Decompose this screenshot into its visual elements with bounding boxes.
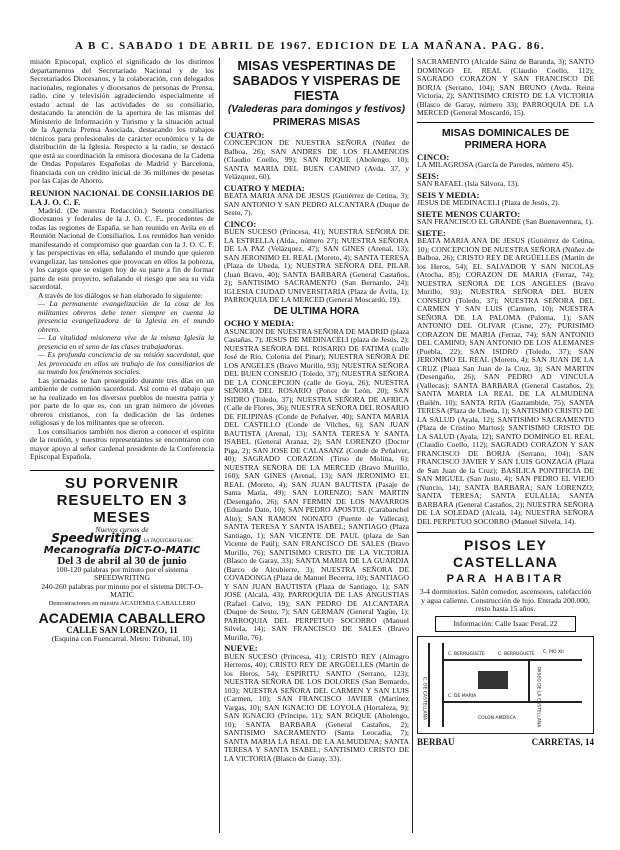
- divider: [417, 122, 594, 123]
- column-divider: [412, 58, 413, 833]
- subheading: PRIMERAS MISAS: [272, 117, 361, 128]
- map-label: PASEO DE LA CASTELLANA: [535, 667, 541, 728]
- bullet-item: — La permanente evangelización de la cosa de los militantes obreros debe tener siempre en cuenta la presencia evangelizadora de la Iglesia en el mundo obrero.: [38, 299, 214, 334]
- article-paragraph: Los consiliarios también nos dieron a conocer el espíritu de la reunión, y nuestros representantes se encontraron con mayor apoyo al señor cardenal presidente de la Conferencia Episcopal Española.: [30, 426, 214, 462]
- academy-name: ACADEMIA CABALLERO: [38, 610, 206, 627]
- bullet-item: — Es profunda conciencia de su misión sacerdotal, que les provocado en ellos un trabajo de los consiliarios de su mundo los fenómenos sociales.: [38, 350, 214, 377]
- advertisement-academy: [30, 475, 214, 644]
- map-label: C. BERRUGUETE: [498, 652, 535, 657]
- ad-text: 3-4 dormitorios. Salón comedor, ascensores, calefacción y agua caliente. Construcción de lujo. Entrada 200.000, resto hasta 15 años.: [419, 587, 592, 613]
- map-label: C. PIO XII: [543, 650, 564, 655]
- ad-info: Información: Calle Isaac Peral, 22: [453, 618, 558, 628]
- divider: [417, 532, 594, 533]
- article-heading: REUNION NACIONAL DE CONSILIARIOS DE LA J. O. C. F.: [30, 187, 214, 207]
- header-text: A B C. SABADO 1 DE ABRIL DE 1967. EDICION DE LA MAÑANA. PAG. 86.: [74, 40, 546, 52]
- article-paragraph: A través de los diálogos se han elaborado lo siguiente:: [38, 290, 203, 300]
- column-middle: [224, 58, 409, 763]
- ad-text: 240-260 palabras por minuto por el sistema DICT-O-MATIC: [41, 581, 203, 600]
- ad-title: PISOS LEY CASTELLANA: [453, 537, 558, 570]
- ad-footer: [417, 738, 594, 747]
- divider: [30, 470, 214, 471]
- ad-dates: Del 3 de abril al 30 de junio: [57, 555, 187, 568]
- brand-speedwriting: Speedwriting: [51, 531, 142, 546]
- ad-footer-right: CARRETAS, 14: [531, 737, 594, 747]
- church-list: JESUS DE MEDINACELI (Plaza de Jesús, 2).: [417, 198, 560, 207]
- page-header: [0, 0, 620, 54]
- map-label: C. BERRUGUETE: [448, 652, 485, 657]
- ad-info-box: [435, 616, 576, 633]
- time-label: SIETE MENOS CUARTO:: [417, 208, 521, 219]
- church-list: ASUNCION DE NUESTRA SEÑORA DE MADRID (plaza Castañas, 7); JESUS DE MEDINACELI (plaza de Jesús, 2); NUESTRA SEÑORA DEL ROSARIO DE FATIMA (calle José de Río, Colonia del Pinar); NUESTRA SEÑORA DE LOS ANGELES (Bravo Murillo, 93); NUESTRA SEÑORA DEL BUEN CONSEJO (Toledo, 37); NUESTRA SEÑORA DE LA CONCEPCION (calle de Goya, 26); NUESTRA SEÑORA DEL ROSARIO (Ponce de León, 20); SAN ISIDRO (Toledo, 37); NUESTRA SEÑORA DE AFRICA (Calle de Flores, 36); NUESTRA SEÑORA DEL ROSARIO DE FILIPINAS (Conde de Peñalver, 40); SANTA MARIA DEL CASTILLO (Conde de Vilches, 6); SAN JUAN BAUTISTA (Arenal, 13); SANTA TERESA Y SANTA ISABEL (General Aranaz, 2); SAN LORENZO (Doctor Piga, 2); SAN JOSE DE CALASANZ (Conde de Peñalver, 40); SAGRADO CORAZON (Tirso de Molina, 6); NUESTRA SEÑORA DE LA MERCED (Bravo Murillo, 160); SAN GINES (Arenal, 13); SAN JERONIMO EL REAL (Moreto, 4); SAN JUAN BAUTISTA (Pasaje de Santa María, 49); SAN LORENZO; SAN MARTIN (Desengaño, 26); SAN FERMIN DE LOS NAVARROS (Eduardo Dato, 10); SAN PEDRO APOSTOL (Carabanchel Alto); SAN RAMON NONATO (Puente de Vallecas); SANTA TERESA Y SANTA ISABEL; SANTIAGO (Plaza Santiago, 1); SAN VICENTE DE PAUL (plaza de San Vicente de Paúl); SAN FRANCISCO DE SALES (Bravo Murillo, 76); SANTISIMO CRISTO DE LA VICTORIA (Blasco de Garay, 33); SANTA MARIA DE LA GUARDIA (Barco de Alcubierre, 3); NUESTRA SEÑORA DE COVADONGA (Plaza de Manuel Becerra, 10); SANTIAGO Y SAN JUAN BAUTISTA (Plaza de Santiago, 1); SAN JOSE (Alcalá, 43); PARROQUIA DE LAS ANGUSTIAS (Rafael Calvo, 19); SAN PEDRO DE ALCANTARA (Duque de Sesto, 7); SAN GERMAN (General Yagüe, 1); PARROQUIA DEL PERPETUO SOCORRO (Manuel Silvela, 14); SAN FRANCISCO DE SALES (Bravo Murillo, 76).: [224, 326, 409, 642]
- article-paragraph: Las jornadas se han proseguido durante tres días en un ambiente de comunión sacerdotal. Así como el trabajo que se ha realizado en los diversos pueblos de nuestra patria y por parte de lo que es, con un gran número de jóvenes obreros cristianos, con la dedicación de las órdenes religiosas y de los militantes que se ofrecen.: [30, 375, 214, 428]
- map-street: [528, 659, 530, 703]
- map-label: COLON AMERICA: [478, 716, 516, 721]
- column-left: [30, 58, 214, 643]
- church-list: SAN RAFAEL (Isla Sálvora, 13).: [417, 179, 520, 188]
- ad-title: PARA HABITAR: [446, 573, 565, 585]
- map-street: [428, 643, 430, 727]
- ad-text: 100-120 palabras por minuto por el sistema SPEEDWRITING: [55, 564, 189, 583]
- church-list: BEATA MARIA ANA DE JESUS (Gutiérrez de Cetina, 10); CONCEPCION DE NUESTRA SEÑORA (Núñez de Balboa, 26); CRISTO REY DE ARGÜELLES (Martín de los Heros, 54); EL SALVADOR Y SAN NICOLAS (Atocha, 85); CORAZON DE MARIA (Ferraz, 74); NUESTRA SEÑORA DE LOS ANGELES (Bravo Murillo, 93); NUESTRA SEÑORA DEL BUEN CONSEJO (Toledo, 37); NUESTRA SEÑORA DEL CARMEN Y SAN LUIS (Carmen, 10); NUESTRA SEÑORA DE LA PALOMA (Paloma, 1); SAN ANTONIO DEL OLIVAR (Cisne, 27); PURISIMO CORAZON DE MARIA (Ferraz, 74); SAN ANTONIO DEL CAMINO; SAN ANTONIO DE LOS ALEMANES (Puebla, 22); SAN ISIDRO (Toledo, 37); SAN JERONIMO EL REAL (Moreto, 4); SAN JUAN DE LA CRUZ (Plaza San Juan de la Cruz, 3); SAN MARTIN (Desengaño, 26); SAN PEDRO AD VINCULA (Vallecas); SANTA BARBARA (General Castaños, 2); SANTA MARIA LA REAL DE LA ALMUDENA (Bailén, 10); SANTA RITA (Gaztambide, 75); SANTA TERESA (Plaza de Ubeda, 1); SANTISIMO CRISTO DE LA SALUD (Ayala, 12); SANTISIMO SACRAMENTO (Plaza de Cristino Martos); SANTISIMO CRISTO DE LA SALUD (Ayala, 12); SANTO DOMINGO EL REAL (Claudio Coello, 112); SAGRADO CORAZON Y SAN FRANCISCO DE BORJA (Serrano, 104); SAN FRANCISCO JAVIER Y SAN LUIS GONZAGA (Plaza de San Juan de la Cruz); BASILICA PONTIFICIA DE SAN MIGUEL (San Justo, 4); SAN PEDRO EL VIEJO (Nuncio, 14); SANTA BARBARA; SAN LORENZO; SANTA TERESA; SANTA EULALIA; SANTA BARBARA (General Castaños, 2); NUESTRA SEÑORA DE LA SOLEDAD (Alcalá, 14); NUESTRA SEÑORA DEL PERPETUO SOCORRO (Manuel Silvela, 14).: [417, 236, 594, 526]
- time-label: CUATRO Y MEDIA:: [224, 182, 305, 193]
- ad-title: RESUELTO EN 3 MESES: [56, 491, 188, 526]
- academy-metro: (Esquina con Fuencarral. Metro: Tribunal, 10): [51, 633, 193, 643]
- column-right: [417, 58, 594, 747]
- section-title: MISAS DOMINICALES DE PRIMERA HORA: [441, 126, 570, 151]
- section-subtitle: (Valederas para domingos y festivos): [228, 104, 405, 115]
- location-map: [417, 636, 594, 734]
- map-street: [442, 643, 444, 727]
- ad-text: Demostraciones en nuestra ACADEMIA CABALLERO: [48, 599, 196, 607]
- church-list: CONCEPCION DE NUESTRA SEÑORA (Núñez de Balboa, 26); SAN ANDRES DE LOS FLAMENCOS (Claudio Coello, 99); SAN ROQUE (Abolengo, 10); SANTA MARIA DEL BUEN CAMINO (Avda. 37, y Velázquez, 60).: [224, 138, 409, 181]
- time-label: CINCO:: [417, 151, 450, 162]
- section-title: MISAS VESPERTINAS DE SABADOS Y VISPERAS DE FIESTA: [232, 58, 401, 103]
- ad-title: SU PORVENIR: [64, 474, 180, 492]
- academy-address: CALLE SAN LORENZO, 11: [66, 625, 178, 636]
- advertisement-pisos: [417, 537, 594, 747]
- time-label: SIETE:: [417, 227, 446, 238]
- time-label: NUEVE:: [224, 643, 258, 653]
- bullet-item: — La vitalidad misionera vive de la misma Iglesia la presencia en el seno de las clases trabajadoras.: [38, 333, 214, 351]
- time-label: SEIS Y MEDIA:: [417, 189, 480, 200]
- intro-paragraph: misión Episcopal, explicó el significado de los distintos departamentos del Secretariado Nacional y de los Secretariados Diocesanos, y la colaboración, con delegados nacionales, regionales y diocesanos de personas de Prensa, radio, cine y televisión agradeciendo especialmente el estado actual de las actividades de su consiliario, destacando la atención de la apertura de las mismas del Ministerio de Información y Turismo y la situación actual de la Agencia Prensa Asociada, destacando los trabajos técnicos para profesionales de carácter económico y la de distribución de la Iglesia. Respecto a la radio, se destacó que está su coordinación la emisora diocesana de la Cadena de Ondas Populares Españolas de Madrid y Barcelona, financiada con un crédito inicial de 36 millones de pesetas por las Cajas de Ahorro.: [30, 57, 214, 185]
- map-building-marker: [478, 671, 508, 689]
- ad-footer-left: BERBAU: [417, 737, 455, 747]
- map-label: C. DE MARIA: [448, 694, 477, 699]
- time-label: OCHO Y MEDIA:: [224, 318, 295, 328]
- church-list: BEATA MARIA ANA DE JESUS (Gutiérrez de Cetina, 3); SAN ANTONIO Y SAN PEDRO ALCANTARA (Duque de Sesto, 7).: [224, 191, 409, 217]
- church-list: SACRAMENTO (Alcalde Sáinz de Baranda, 3); SANTO DOMINGO EL REAL (Claudio Coello, 112); SAGRADO CORAZON Y SAN FRANCISCO DE BORJA (Serrano, 104); SAN BRUNO (Avda. Reina Victoria, 2); SANTISIMO CRISTO DE LA VICTORIA (Blasco de Garay, número 33); PARROQUIA DE LA MERCED (General Moscardó, 15).: [417, 57, 594, 117]
- brand-tag: LA TAQUIGRAFIA ABC: [143, 539, 193, 545]
- time-label: CUATRO:: [224, 129, 265, 140]
- column-divider: [219, 58, 220, 833]
- ad-text: Nuevos cursos de: [95, 524, 149, 534]
- map-label: C. DE CASTELLANA: [421, 677, 427, 721]
- brand-dictomatic: Mecanografía DICT-O-MATIC: [43, 544, 201, 556]
- article-paragraph: Madrid. (De nuestra Redacción.) Setenta consiliarios diocesanos y federales de la J. O. C. F., procedentes de todas las regiones de España, se han reunido en Avila en el Reunión Nacional de Consiliarios. Los reunidos han venido manifestando el compromiso que guardan con la J. O. C. F. y las perspectivas en ella, señalando el mundo que quieren evangelizar, las tensiones que provocan en ellos la pobreza, y los cargos que se exigen hoy de su parte a fin de formar parte de este proyecto, señalando el riesgo que sea su vida sacerdotal.: [30, 205, 214, 292]
- church-list: BUEN SUCESO (Princesa, 41); CRISTO REY (Almagro Herreros, 40); CRISTO REY DE ARGÜELLES (Martín de los Heros, 54); ESPIRITU SANTO (Serrano, 123); NUESTRA SEÑORA DE LOS DOLORES (San Bernardo, 103); NUESTRA SEÑORA DEL CARMEN Y SAN LUIS (Carmen, 10); SAN FRANCISCO JAVIER (Martínez Vargas, 10); SAN IGNACIO DE LOYOLA (Hortaleza, 9); SAN IGNACIO (Príncipe, 11); SAN ROQUE (Abolengo, 10); SANTA BARBARA (General Castaños, 2); SANTISIMO SACRAMENTO (Santa Leocadia, 7); SANTA MARIA LA REAL DE LA ALMUDENA; SANTA TERESA Y SANTA ISABEL; SANTISIMO CRISTO DE LA VICTORIA (Blasco de Garay, 33).: [224, 651, 409, 763]
- church-list: LA MILAGROSA (García de Paredes, número 45).: [417, 160, 574, 169]
- church-list: SAN FRANCISCO EL GRANDE (San Buenaventura, 1).: [417, 217, 594, 226]
- subheading: DE ULTIMA HORA: [273, 305, 360, 317]
- time-label: CINCO:: [224, 218, 257, 229]
- time-label: SEIS:: [417, 170, 440, 181]
- church-list: BUEN SUCESO (Princesa, 41); NUESTRA SEÑORA DE LA ESTRELLA (Alda., número 27); NUESTRA SEÑORA DE LA PAZ (Velázquez, 47); SAN GINES (Arenal, 13); SAN JERONIMO EL REAL (Moreto, 4); SANTA TERESA (Plaza de Ubeda, 1); NUESTRA SEÑORA DEL PILAR (Juan Bravo, 40); SANTA BARBARA (General Castaños, 2); SANTISIMO SACRAMENTO (San Bernardo, 24); IGLESIA CIUDAD UNIVERSITARIA (Plaza de Ávila, 1); PARROQUIA DE LA MERCED (General Moscardó, 19).: [224, 227, 409, 304]
